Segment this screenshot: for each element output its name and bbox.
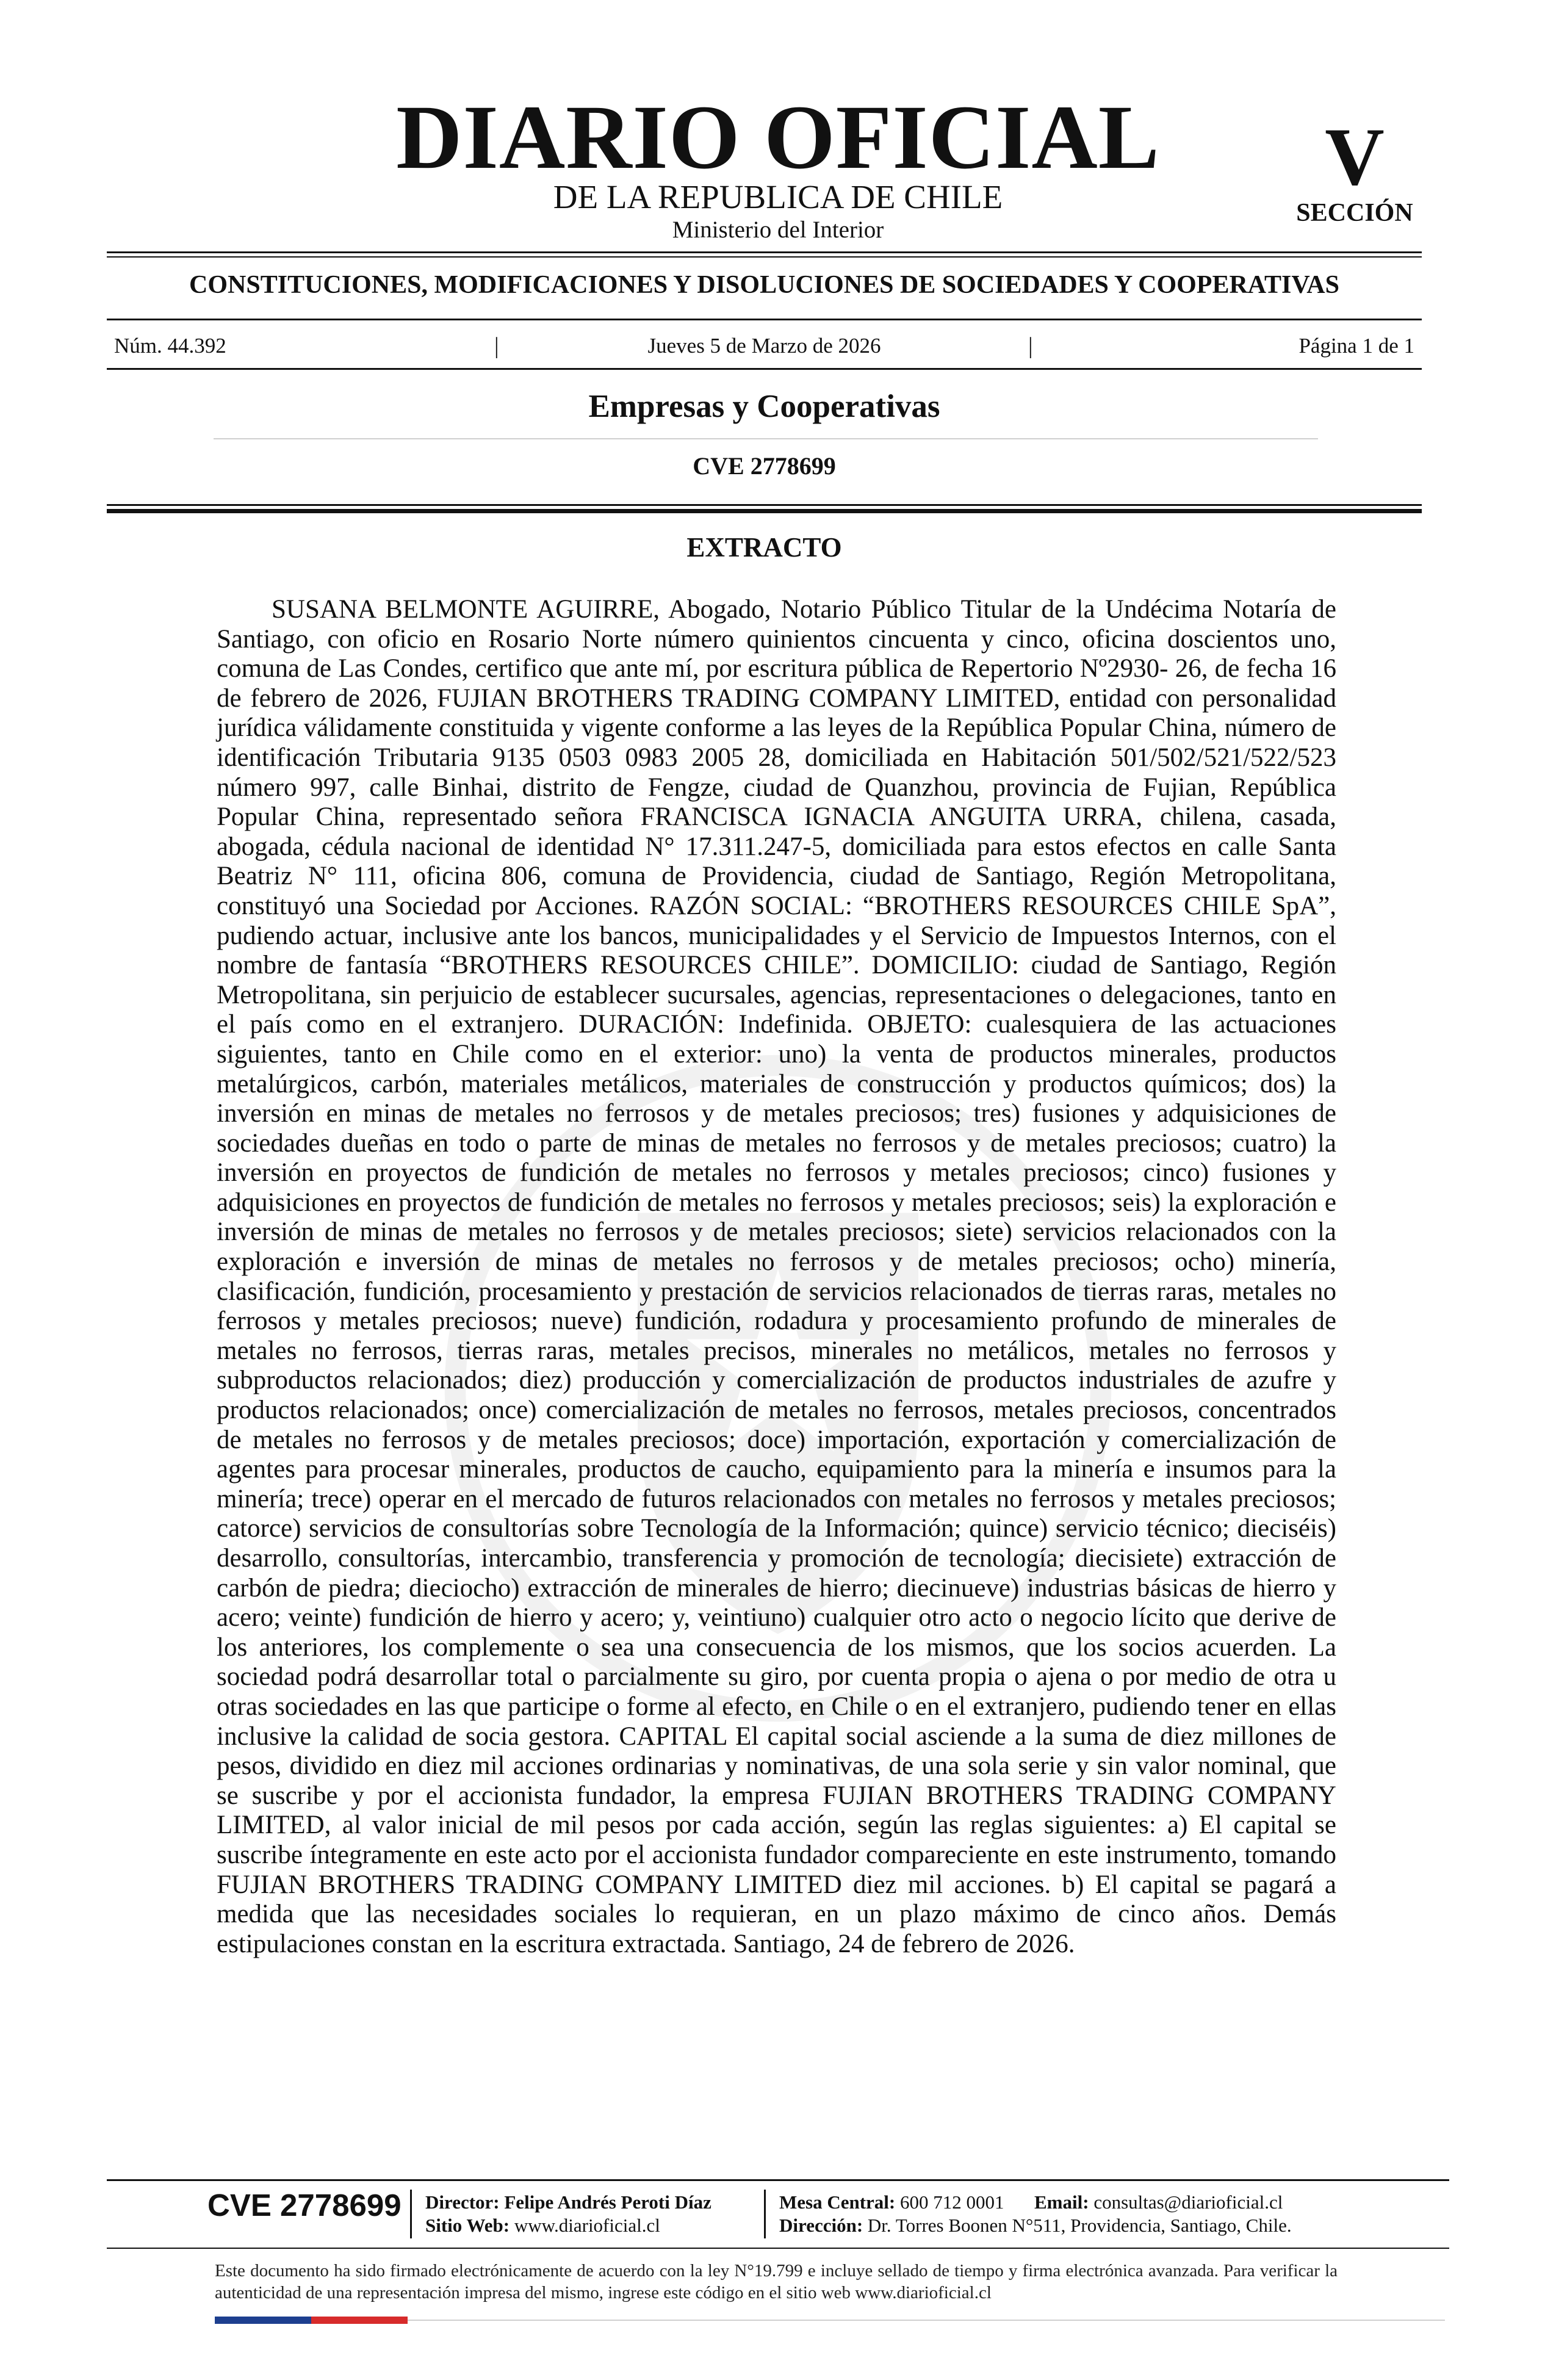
issue-separator: | xyxy=(1028,333,1033,359)
article-title: EXTRACTO xyxy=(686,532,842,563)
masthead-rule-thin xyxy=(107,256,1422,258)
director-name: Felipe Andrés Peroti Díaz xyxy=(504,2191,711,2213)
content-rule-thick xyxy=(107,509,1422,513)
section-heading: Empresas y Cooperativas xyxy=(588,389,940,424)
flag-stripe-blue xyxy=(215,2317,311,2324)
newspaper-title: DIARIO OFICIAL xyxy=(396,87,1160,188)
meta-rule xyxy=(107,368,1422,370)
section-letter: V xyxy=(1325,112,1385,203)
footer-cve-code: CVE 2778699 xyxy=(207,2188,402,2223)
website-link[interactable]: www.diarioficial.cl xyxy=(514,2215,660,2236)
content-rule xyxy=(107,504,1422,506)
footer-mid-rule xyxy=(107,2248,1449,2249)
director-label: Director: xyxy=(425,2191,500,2213)
website-line xyxy=(425,2214,660,2237)
section-label: SECCIÓN xyxy=(1296,199,1413,227)
masthead-rule xyxy=(107,251,1422,253)
section-divider xyxy=(214,438,1318,439)
footer-top-rule xyxy=(107,2179,1449,2181)
cve-code: CVE 2778699 xyxy=(693,452,836,480)
issue-number: Núm. 44.392 xyxy=(114,334,226,358)
footer-bottom-rule xyxy=(408,2320,1445,2321)
email-link[interactable]: consultas@diarioficial.cl xyxy=(1093,2191,1283,2213)
address-text: Dr. Torres Boonen N°511, Providencia, Santiago, Chile. xyxy=(867,2215,1292,2236)
issue-separator: | xyxy=(494,333,499,359)
contact-line xyxy=(779,2191,1283,2214)
phone-label: Mesa Central: xyxy=(779,2191,896,2213)
category-rule xyxy=(107,319,1422,320)
footer-separator xyxy=(410,2190,412,2238)
phone-number: 600 712 0001 xyxy=(900,2191,1004,2213)
category-title: CONSTITUCIONES, MODIFICACIONES Y DISOLUCIONES DE SOCIEDADES Y COOPERATIVAS xyxy=(189,271,1339,299)
issue-info-row xyxy=(107,333,1422,359)
issue-date: Jueves 5 de Marzo de 2026 xyxy=(647,334,881,358)
address-line xyxy=(779,2214,1292,2237)
ministry-label: Ministerio del Interior xyxy=(672,217,884,243)
page-indicator: Página 1 de 1 xyxy=(1298,334,1414,358)
article-body: SUSANA BELMONTE AGUIRRE, Abogado, Notario Público Titular de la Undécima Notaría de Santiago, con oficio en Rosario Norte número quinientos cincuenta y cinco, oficina doscientos uno, comuna de Las Condes, certifico que ante mí, por escritura pública de Repertorio Nº2930- 26, de fecha 16 de febrero de 2026, FUJIAN BROTHERS TRADING COMPANY LIMITED, entidad con personalidad jurídica válidamente constituida y vigente conforme a las leyes de la República Popular China, número de identificación Tributaria 9135 0503 0983 2005 28, domiciliada en Habitación 501/502/521/522/523 número 997, calle Binhai, distrito de Fengze, ciudad de Quanzhou, provincia de Fujian, República Popular China, representado señora FRANCISCA IGNACIA ANGUITA URRA, chilena, casada, abogada, cédula nacional de identidad N° 17.311.247-5, domiciliada para estos efectos en calle Santa Beatriz N° 111, oficina 806, comuna de Providencia, ciudad de Santiago, Región Metropolitana, constituyó una Sociedad por Acciones. RAZÓN SOCIAL: “BROTHERS RESOURCES CHILE SpA”, pudiendo actuar, inclusive ante los bancos, municipalidades y el Servicio de Impuestos Internos, con el nombre de fantasía “BROTHERS RESOURCES CHILE”. DOMICILIO: ciudad de Santiago, Región Metropolitana, sin perjuicio de establecer sucursales, agencias, representaciones o delegaciones, tanto en el país como en el extranjero. DURACIÓN: Indefinida. OBJETO: cualesquiera de las actuaciones siguientes, tanto en Chile como en el exterior: uno) la venta de productos minerales, productos metalúrgicos, carbón, materiales metálicos, materiales de construcción y productos químicos; dos) la inversión en minas de metales no ferrosos y de metales preciosos; tres) fusiones y adquisiciones de sociedades dueñas en todo o parte de minas de metales no ferrosos y de metales preciosos; cuatro) la inversión en proyectos de fundición de metales no ferrosos y metales preciosos; cinco) fusiones y adquisiciones en proyectos de fundición de metales no ferrosos y metales preciosos; seis) la exploración e inversión de minas de metales no ferrosos y de metales preciosos; siete) servicios relacionados con la exploración e inversión de minas de metales no ferrosos y de metales preciosos; ocho) minería, clasificación, fundición, procesamiento y prestación de servicios relacionados de tierras raras, metales no ferrosos y metales preciosos; nueve) fundición, rodadura y procesamiento profundo de minerales de metales no ferrosos, tierras raras, metales precisos, minerales no metálicos, metales no ferrosos y subproductos relacionados; diez) producción y comercialización de productos industriales de azufre y productos relacionados; once) comercialización de metales no ferrosos, metales preciosos, concentrados de metales no ferrosos y de metales preciosos; doce) importación, exportación y comercialización de agentes para procesar minerales, productos de caucho, equipamiento para la minería e insumos para la minería; trece) operar en el mercado de futuros relacionados con metales no ferrosos y metales preciosos; catorce) servicios de consultorías sobre Tecnología de la Información; quince) servicio técnico; dieciséis) desarrollo, consultorías, intercambio, transferencia y promoción de tecnología; diecisiete) extracción de carbón de piedra; dieciocho) extracción de minerales de hierro; diecinueve) industrias básicas de hierro y acero; veinte) fundición de hierro y acero; y, veintiuno) cualquier otro acto o negocio lícito que derive de los anteriores, los complemente o sea una consecuencia de los mismos, que los socios acuerden. La sociedad podrá desarrollar total o parcialmente su giro, por cuenta propia o ajena o por medio de otra u otras sociedades en las que participe o forme al efecto, en Chile o en el extranjero, pudiendo tener en ellas inclusive la calidad de socia gestora. CAPITAL El capital social asciende a la suma de diez millones de pesos, dividido en diez mil acciones ordinarias y nominativas, de una sola serie y sin valor nominal, que se suscribe y por el accionista fundador, la empresa FUJIAN BROTHERS TRADING COMPANY LIMITED, al valor inicial de mil pesos por cada acción, según las reglas siguientes: a) El capital se suscribe íntegramente en este acto por el accionista fundador compareciente en este instrumento, tomando FUJIAN BROTHERS TRADING COMPANY LIMITED diez mil acciones. b) El capital se pagará a medida que las necesidades sociales lo requieran, en un plazo máximo de cinco años. Demás estipulaciones constan en la escritura extractada. Santiago, 24 de febrero de 2026. xyxy=(217,595,1336,1958)
website-label: Sitio Web: xyxy=(425,2215,510,2236)
director-line xyxy=(425,2191,711,2214)
signature-notice: Este documento ha sido firmado electrónicamente de acuerdo con la ley N°19.799 e incluye sellado de tiempo y firma electrónica avanzada. Para verificar la autenticidad de una representación impresa del mismo, ingrese este código en el sitio web www.diarioficial.cl xyxy=(215,2261,1338,2302)
newspaper-subtitle: DE LA REPUBLICA DE CHILE xyxy=(553,178,1003,215)
address-label: Dirección: xyxy=(779,2215,863,2236)
email-label: Email: xyxy=(1034,2191,1089,2213)
flag-stripe-red xyxy=(311,2317,408,2324)
footer-separator xyxy=(764,2190,766,2238)
